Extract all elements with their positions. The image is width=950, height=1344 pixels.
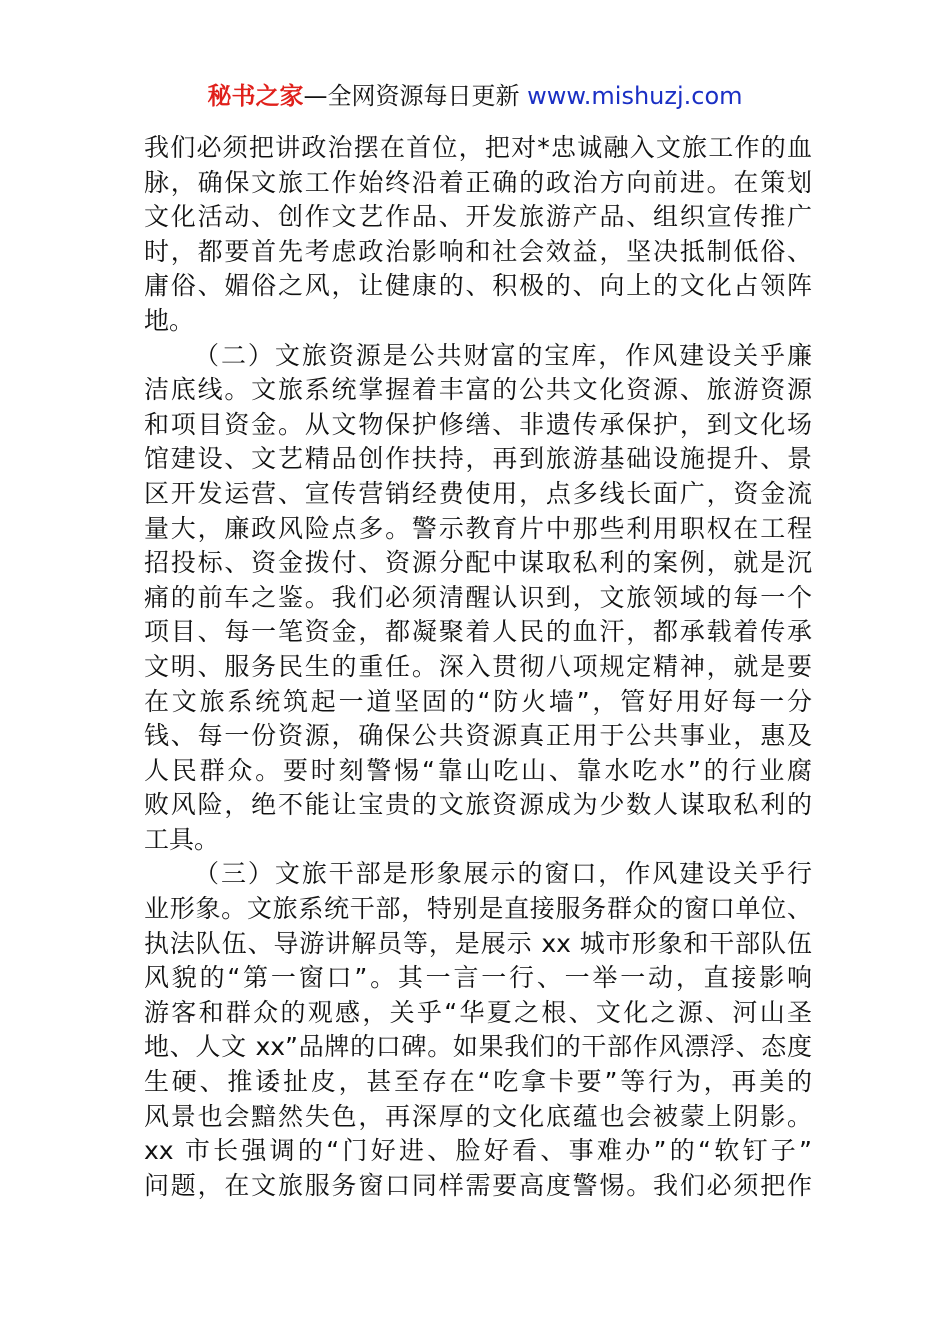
text-line: 风景也会黯然失色，再深厚的文化底蕴也会被蒙上阴影。 [144,1101,812,1131]
text-line: 馆建设、文艺精品创作扶持，再到旅游基础设施提升、景 [144,444,812,474]
text-line: 文明、服务民生的重任。深入贯彻八项规定精神，就是要 [144,651,812,681]
page-header [0,80,950,112]
text-line: 庸俗、媚俗之风，让健康的、积极的、向上的文化占领阵 [144,271,812,301]
text-line: 游客和群众的观感，关乎“华夏之根、文化之源、河山圣 [144,997,812,1027]
text-line: 痛的前车之鉴。我们必须清醒认识到，文旅领域的每一个 [144,582,812,612]
text-line: 钱、每一份资源，确保公共资源真正用于公共事业，惠及 [144,721,812,751]
text-line: 和项目资金。从文物保护修缮、非遗传承保护，到文化场 [144,409,812,439]
text-line: 人民群众。要时刻警惕“靠山吃山、靠水吃水”的行业腐 [144,755,812,785]
text-line: 败风险，绝不能让宝贵的文旅资源成为少数人谋取私利的 [144,790,812,820]
text-line: （二）文旅资源是公共财富的宝库，作风建设关乎廉 [194,340,812,370]
text-line: 风貌的“第一窗口”。其一言一行、一举一动，直接影响 [144,963,812,993]
document-body [144,131,812,1203]
site-tagline: —全网资源每日更新 [303,82,528,110]
text-line: 文化活动、创作文艺作品、开发旅游产品、组织宣传推广 [144,202,812,232]
text-line: （三）文旅干部是形象展示的窗口，作风建设关乎行 [194,859,812,889]
site-brand: 秘书之家 [207,82,304,110]
text-line: 时，都要首先考虑政治影响和社会效益，坚决抵制低俗、 [144,236,812,266]
text-line: 业形象。文旅系统干部，特别是直接服务群众的窗口单位、 [144,894,812,924]
text-line: 在文旅系统筑起一道坚固的“防火墙”，管好用好每一分 [144,686,812,716]
text-line: 地、人文 xx”品牌的口碑。如果我们的干部作风漂浮、态度 [144,1032,812,1062]
text-line: 执法队伍、导游讲解员等，是展示 xx 城市形象和干部队伍 [144,928,812,958]
text-line: 脉，确保文旅工作始终沿着正确的政治方向前进。在策划 [144,167,812,197]
text-line: 洁底线。文旅系统掌握着丰富的公共文化资源、旅游资源 [144,375,812,405]
text-line: 项目、每一笔资金，都凝聚着人民的血汗，都承载着传承 [144,617,812,647]
text-line: 区开发运营、宣传营销经费使用，点多线长面广，资金流 [144,478,812,508]
text-line: 生硬、推诿扯皮，甚至存在“吃拿卡要”等行为，再美的 [144,1067,812,1097]
text-line: 地。 [144,305,195,335]
site-url-link[interactable]: www.mishuzj.com [527,82,743,110]
text-line: 招投标、资金拨付、资源分配中谋取私利的案例，就是沉 [144,548,812,578]
text-line: 问题，在文旅服务窗口同样需要高度警惕。我们必须把作 [144,1170,812,1200]
text-line: 工具。 [144,824,220,854]
text-line: 我们必须把讲政治摆在首位，把对*忠诚融入文旅工作的血 [144,133,812,162]
text-line: 量大，廉政风险点多。警示教育片中那些利用职权在工程 [144,513,812,543]
text-line: xx 市长强调的“门好进、脸好看、事难办”的“软钉子” [144,1136,812,1166]
